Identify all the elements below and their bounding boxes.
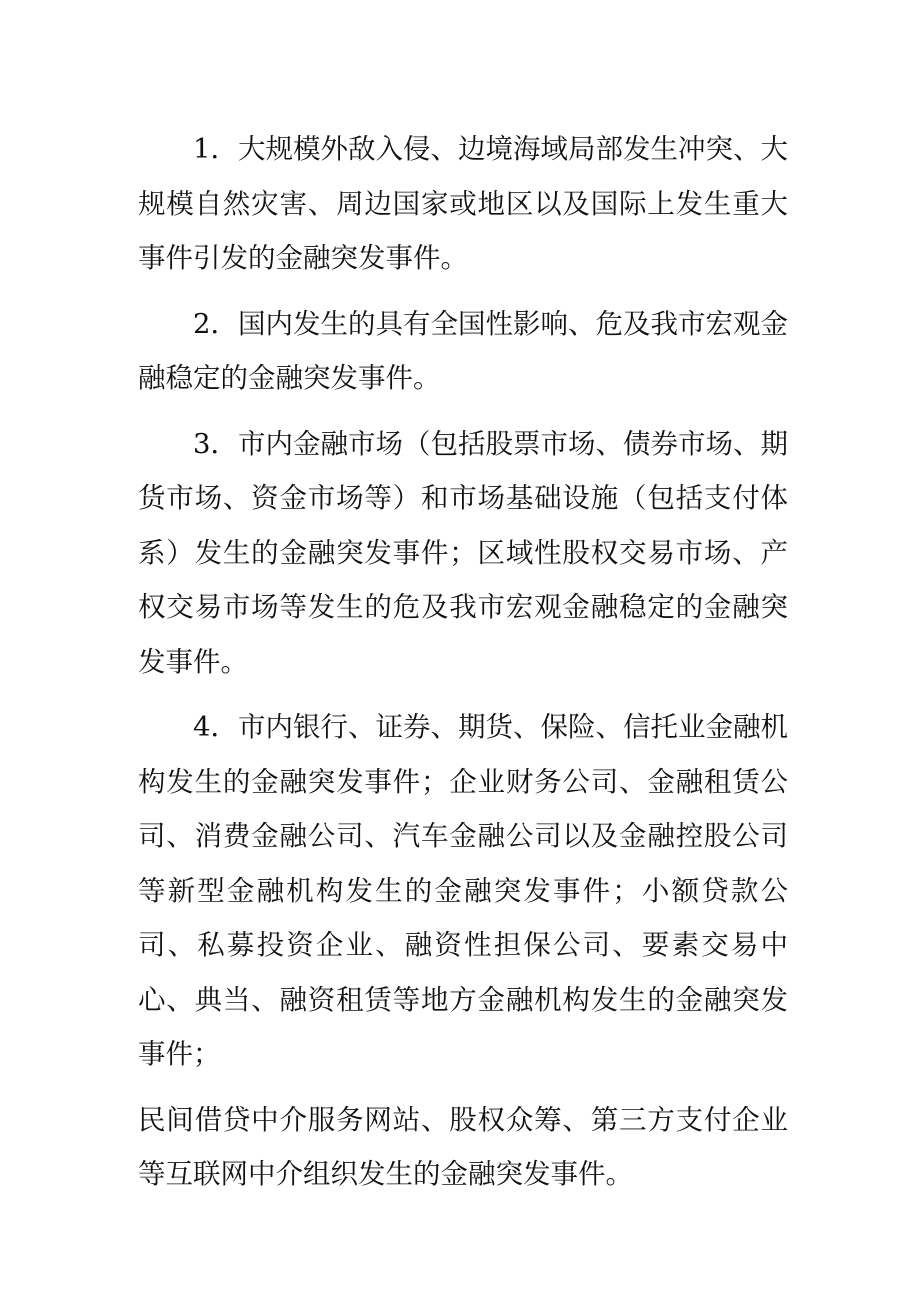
paragraph-continuation: 民间借贷中介服务网站、股权众筹、第三方支付企业等互联网中介组织发生的金融突发事件。 xyxy=(138,1103,788,1190)
document-body xyxy=(138,122,788,1213)
paragraph-item-1: 1．大规模外敌入侵、边境海域局部发生冲突、大规模自然灾害、周边国家或地区以及国际上发生重大事件引发的金融突发事件。 xyxy=(138,133,788,274)
paragraph-item-4: 4．市内银行、证券、期货、保险、信托业金融机构发生的金融突发事件；企业财务公司、金融租赁公司、消费金融公司、汽车金融公司以及金融控股公司等新型金融机构发生的金融突发事件；小额贷款公司、私募投资企业、融资性担保公司、要素交易中心、典当、融资租赁等地方金融机构发生的金融突发事件； xyxy=(138,711,788,1070)
paragraph-item-3: 3．市内金融市场（包括股票市场、债券市场、期货市场、资金市场等）和市场基础设施（包括支付体系）发生的金融突发事件；区域性股权交易市场、产权交易市场等发生的危及我市宏观金融稳定的金融突发事件。 xyxy=(138,427,788,678)
paragraph-item-2: 2．国内发生的具有全国性影响、危及我市宏观金融稳定的金融突发事件。 xyxy=(138,307,788,394)
